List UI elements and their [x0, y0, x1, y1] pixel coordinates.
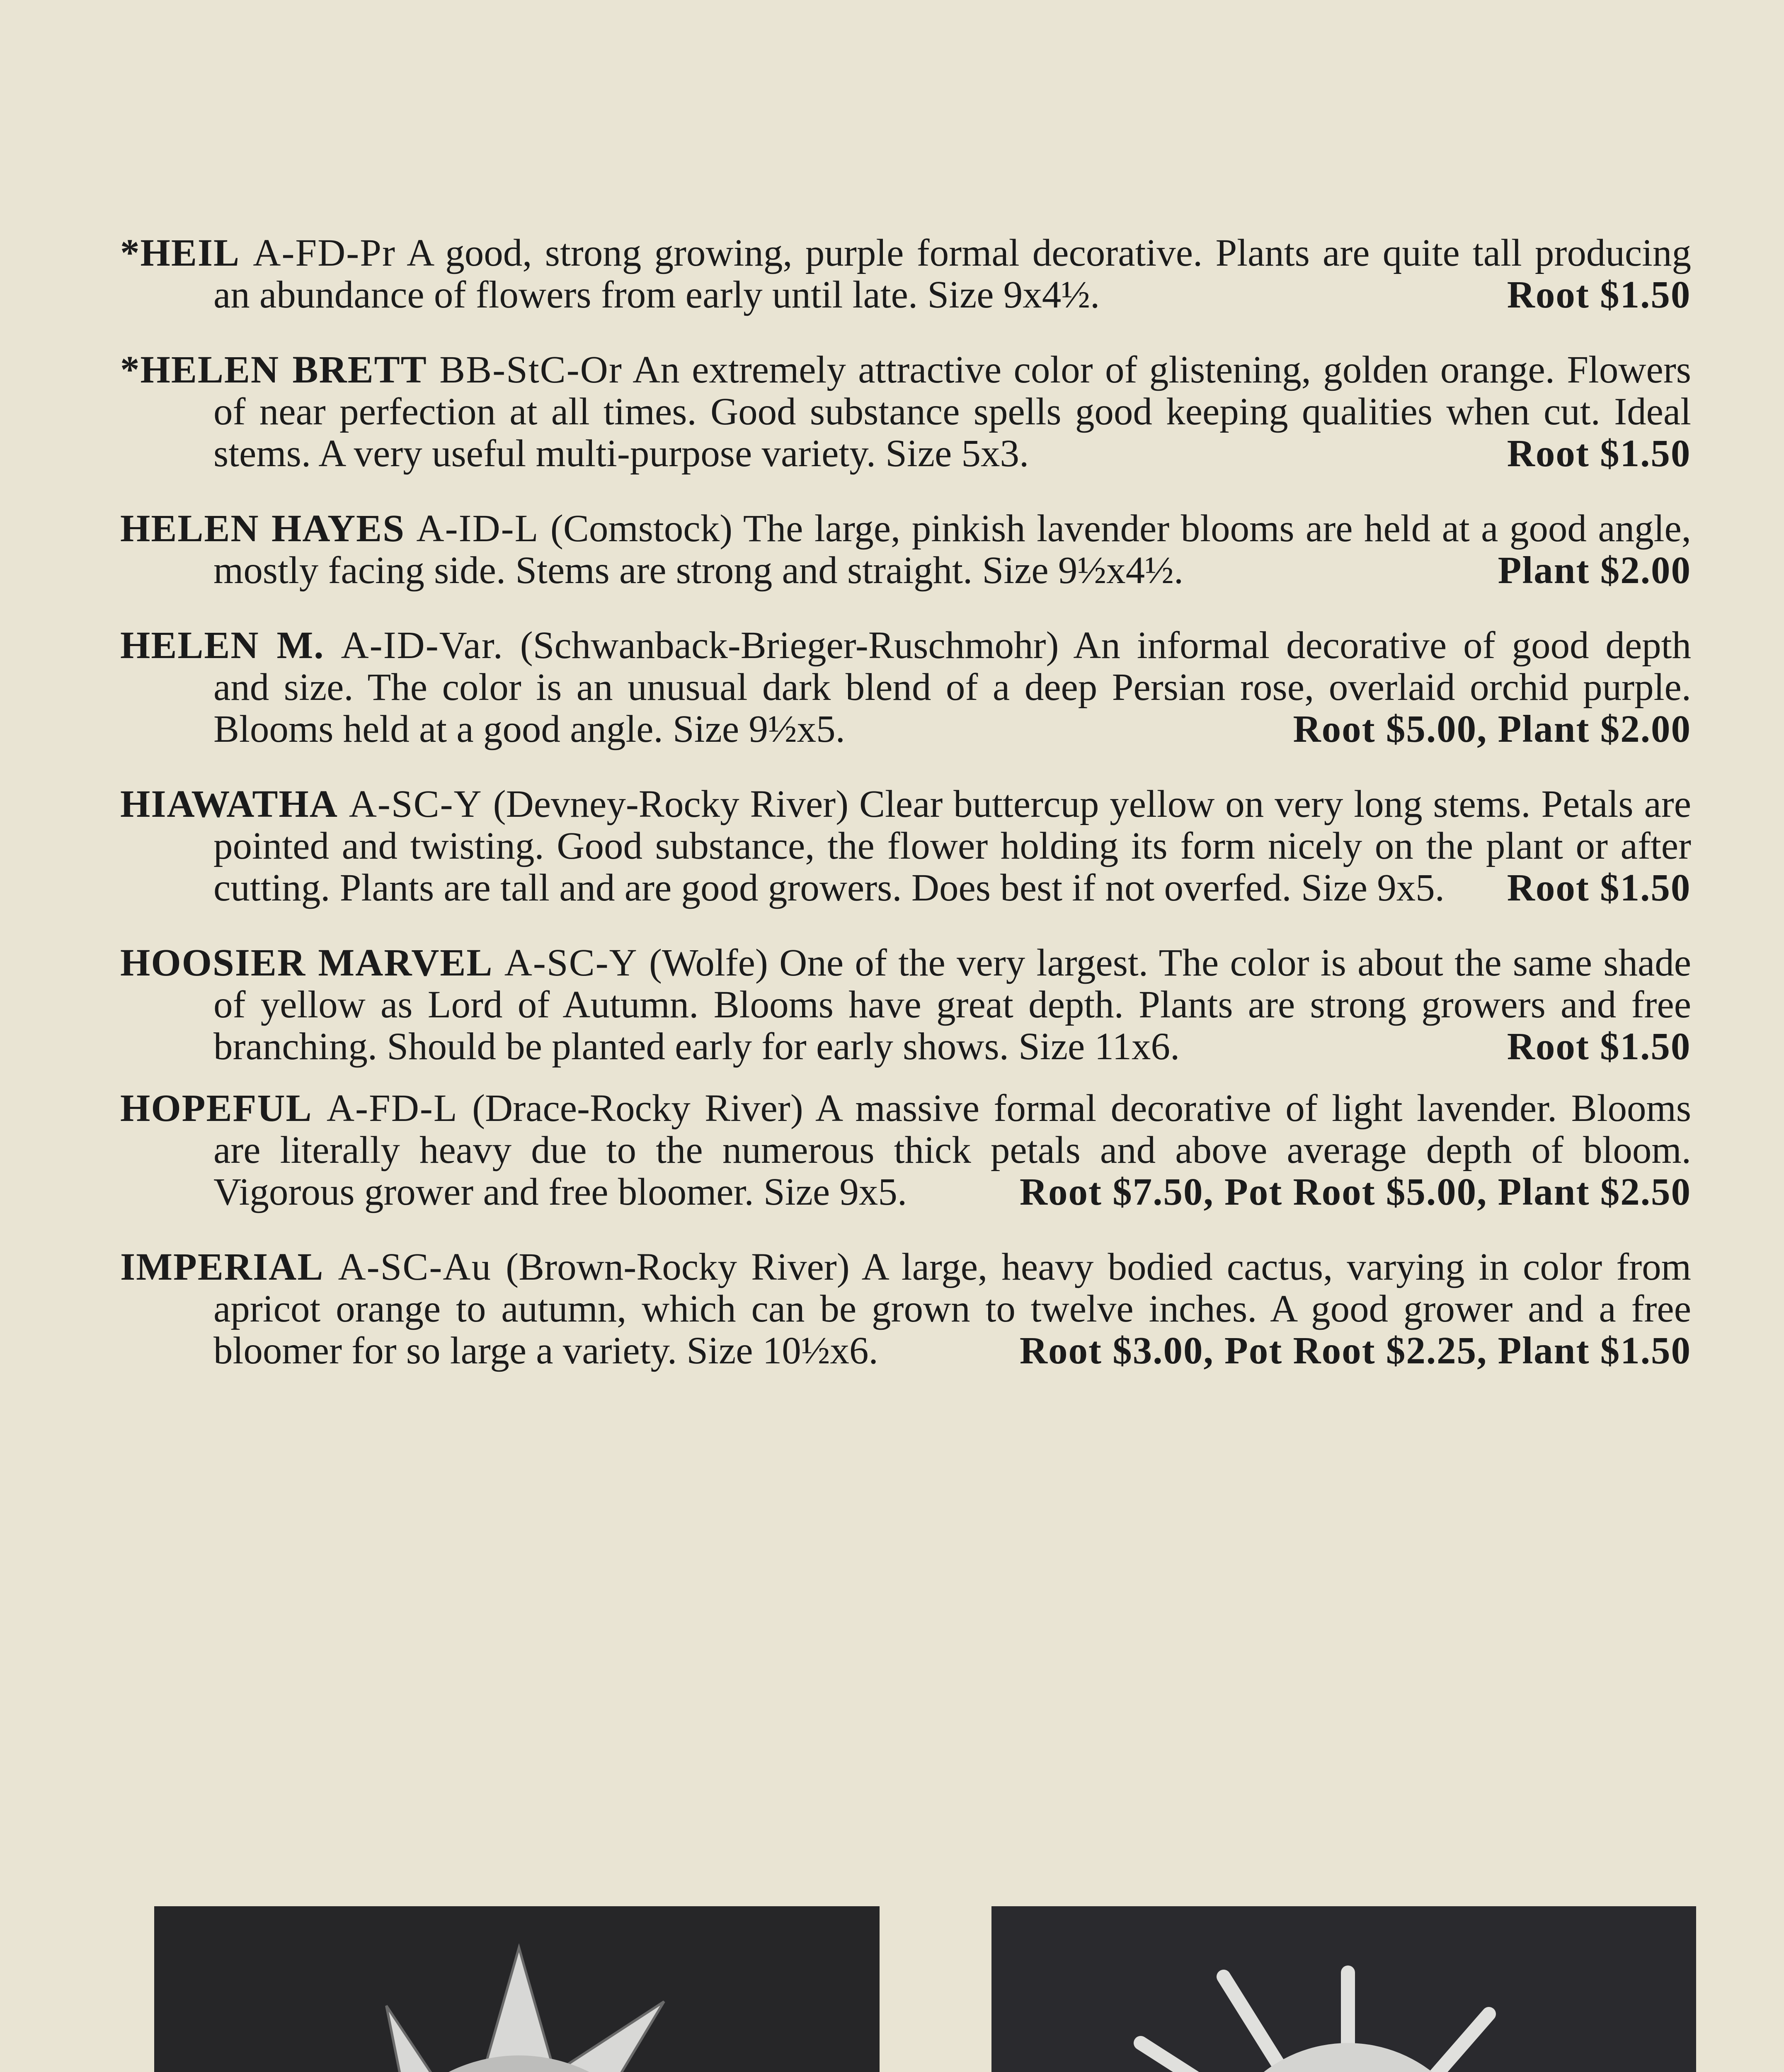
variety-description: (Schwanback-Brieger-Ruschmohr) An informal decorative of good depth and size. The color is an unusual dark blend of a deep Persian rose, overlaid orchid purple. Blooms held at a good angle. Size 9½x5.	[213, 624, 1692, 750]
entry-hoosier-marvel	[120, 942, 1691, 1067]
variety-code: A-ID-L	[416, 507, 539, 550]
variety-description: (Wolfe) One of the very largest. The color is about the same shade of yellow as Lord of Autumn. Blooms have great depth. Plants are strong growers and free branching. Should be planted early for early shows. Size 11x6.	[213, 942, 1691, 1068]
entry-hopeful	[120, 1087, 1691, 1213]
variety-price: Plant $2.00	[1498, 549, 1691, 592]
variety-code: A-SC-Y	[504, 942, 638, 984]
variety-description: (Drace-Rocky River) A massive formal decorative of light lavender. Blooms are literally heavy due to the numerous thick petals and above average depth of bloom. Vigorous grower and free bloomer. Size 9x5.	[213, 1087, 1692, 1213]
variety-name: IMPERIAL	[120, 1246, 324, 1288]
variety-price: Root $1.50	[1507, 1025, 1691, 1068]
variety-name: *HELEN BRETT	[120, 349, 427, 391]
variety-price: Root $1.50	[1507, 432, 1691, 475]
entry-helen-m	[120, 625, 1691, 750]
variety-name: HOOSIER MARVEL	[120, 942, 493, 984]
variety-code: A-ID-Var.	[341, 624, 504, 667]
variety-price: Root $1.50	[1507, 274, 1691, 316]
variety-price: Root $1.50	[1507, 867, 1691, 909]
variety-description: A good, strong growing, purple formal decorative. Plants are quite tall producing an abundance of flowers from early until late. Size 9x4½.	[213, 232, 1691, 316]
variety-list	[120, 232, 1691, 1405]
imperial-photo	[991, 1906, 1696, 2072]
variety-code: A-FD-L	[326, 1087, 458, 1130]
variety-description: An extremely attractive color of glistening, golden orange. Flowers of near perfection at all times. Good substance spells good keeping qualities when cut. Ideal stems. A very useful multi-purpose variety. Size 5x3.	[213, 349, 1691, 475]
variety-code: A-SC-Au	[338, 1246, 492, 1288]
entry-helen-hayes	[120, 508, 1691, 591]
variety-name: *HEIL	[120, 232, 240, 274]
variety-description: (Brown-Rocky River) A large, heavy bodied cactus, varying in color from apricot orange to autumn, which can be grown to twelve inches. A good grower and a free bloomer for so large a variety. Size 10½x6.	[213, 1246, 1692, 1372]
photo-row	[0, 1906, 1784, 2072]
entry-hiawatha	[120, 783, 1691, 909]
variety-name: HELEN M.	[120, 624, 325, 667]
variety-price: Root $7.50, Pot Root $5.00, Plant $2.50	[1019, 1171, 1691, 1213]
variety-code: A-FD-Pr	[253, 232, 396, 274]
variety-description: (Comstock) The large, pinkish lavender blooms are held at a good angle, mostly facing side. Stems are strong and straight. Size 9½x4½.	[213, 507, 1692, 592]
dahlia-cactus-image	[991, 1906, 1696, 2072]
variety-code: BB-StC-Or	[439, 349, 623, 391]
entry-helen-brett	[120, 349, 1691, 474]
entry-imperial	[120, 1246, 1691, 1372]
dahlia-decorative-image	[154, 1906, 880, 2072]
entry-heil	[120, 232, 1691, 316]
variety-description: (Devney-Rocky River) Clear buttercup yellow on very long stems. Petals are pointed and twisting. Good substance, the flower holding its form nicely on the plant or after cutting. Plants are tall and are good growers. Does best if not overfed. Size 9x5.	[213, 783, 1691, 909]
variety-name: HELEN HAYES	[120, 507, 405, 550]
variety-code: A-SC-Y	[349, 783, 482, 825]
variety-name: HIAWATHA	[120, 783, 338, 825]
variety-name: HOPEFUL	[120, 1087, 313, 1130]
variety-price: Root $5.00, Plant $2.00	[1293, 708, 1691, 750]
hopeful-photo	[154, 1906, 880, 2072]
variety-price: Root $3.00, Pot Root $2.25, Plant $1.50	[1019, 1329, 1691, 1372]
